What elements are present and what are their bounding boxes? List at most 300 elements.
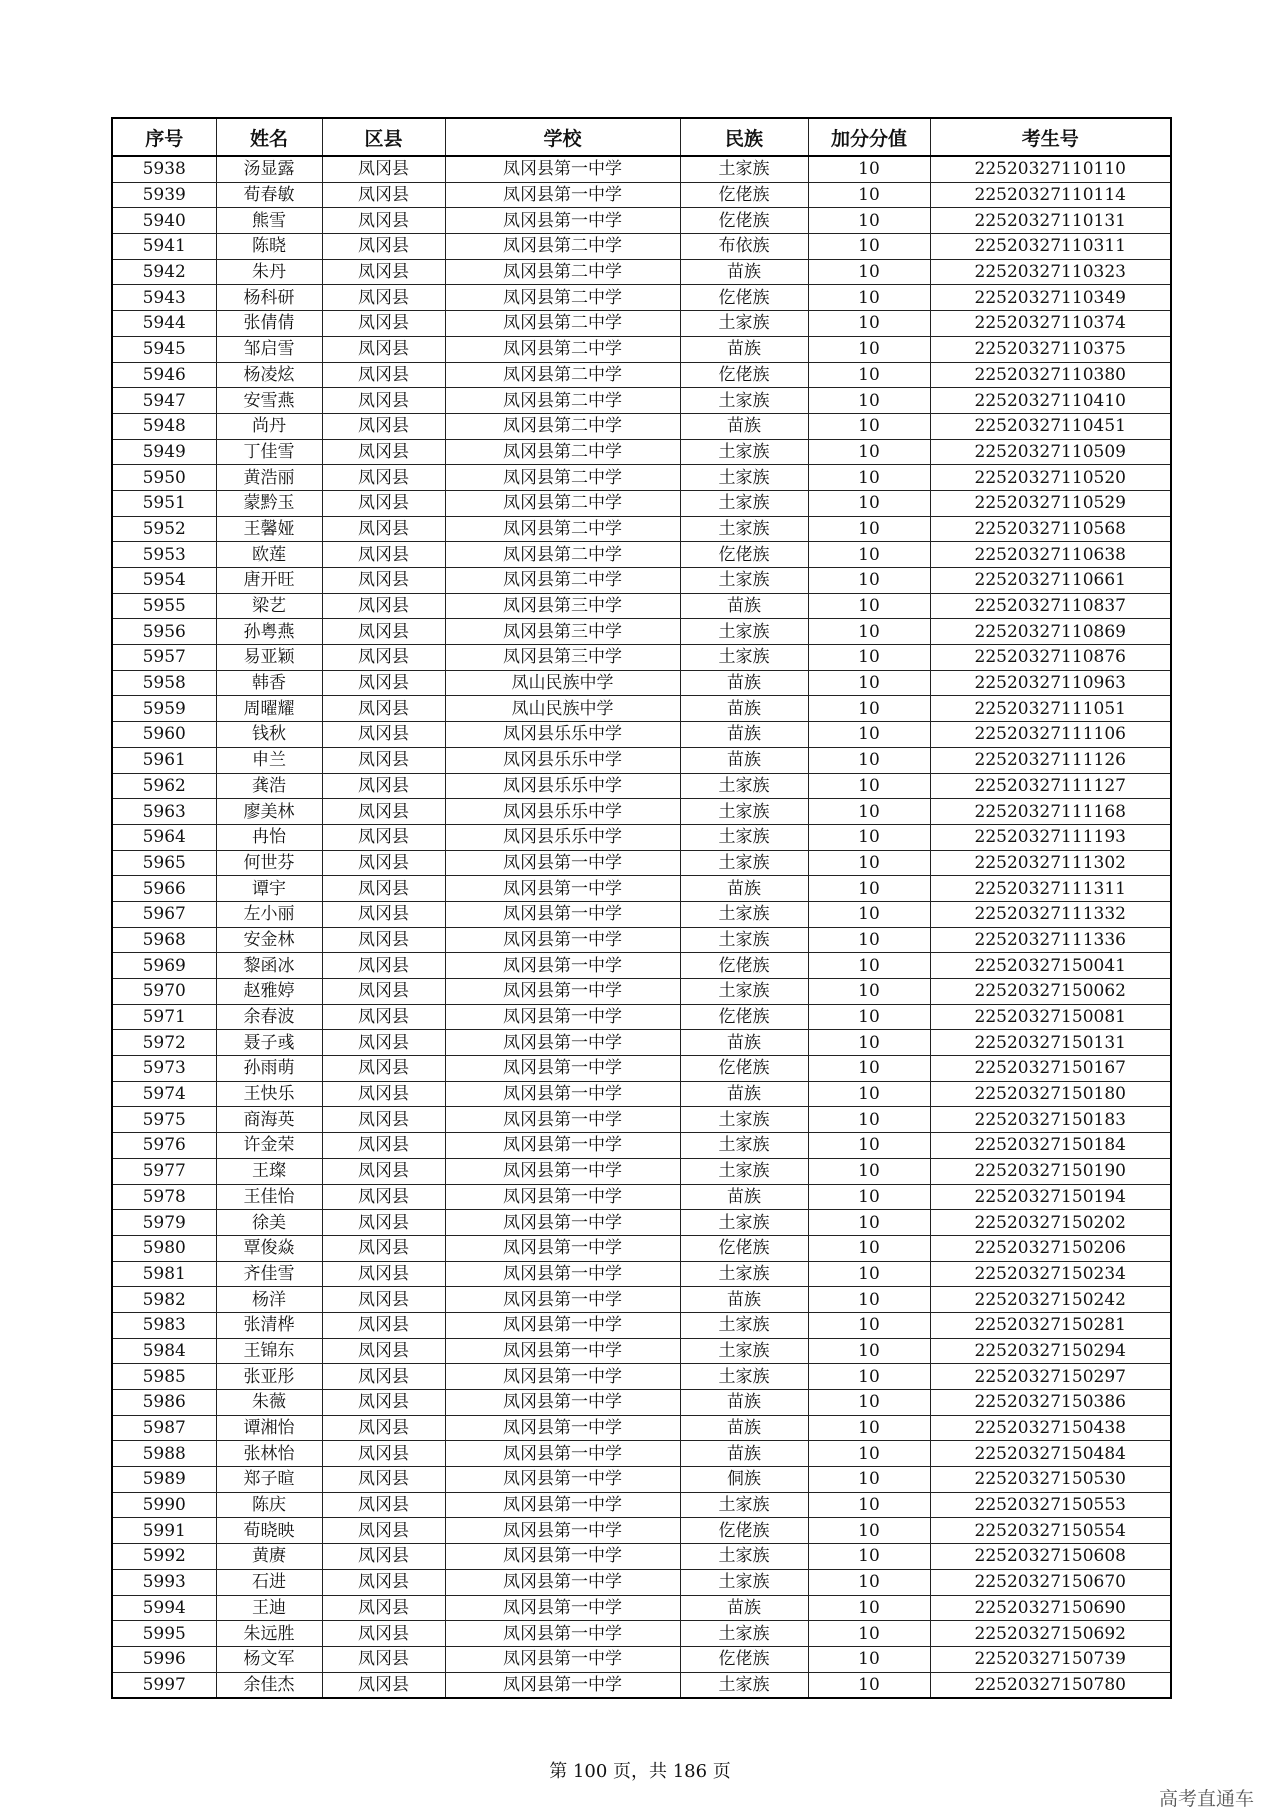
cell-exam-id: 22520327150234: [930, 1261, 1171, 1287]
cell-county: 凤冈县: [322, 747, 445, 773]
cell-school: 凤冈县第一中学: [445, 927, 680, 953]
table-row: [112, 1261, 1171, 1287]
cell-ethnicity: 土家族: [680, 388, 808, 414]
cell-exam-id: 22520327150530: [930, 1467, 1171, 1493]
table-row: [112, 1210, 1171, 1236]
cell-county: 凤冈县: [322, 1441, 445, 1467]
cell-index: 5966: [112, 876, 216, 902]
cell-bonus: 10: [808, 1030, 930, 1056]
cell-school: 凤冈县乐乐中学: [445, 824, 680, 850]
cell-bonus: 10: [808, 1261, 930, 1287]
cell-index: 5969: [112, 953, 216, 979]
cell-index: 5947: [112, 388, 216, 414]
cell-exam-id: 22520327110876: [930, 645, 1171, 671]
cell-ethnicity: 土家族: [680, 619, 808, 645]
cell-name: 朱薇: [216, 1390, 322, 1416]
cell-index: 5939: [112, 182, 216, 208]
table-row: [112, 1184, 1171, 1210]
cell-county: 凤冈县: [322, 824, 445, 850]
cell-exam-id: 22520327110837: [930, 593, 1171, 619]
cell-index: 5980: [112, 1235, 216, 1261]
cell-school: 凤冈县第二中学: [445, 259, 680, 285]
cell-exam-id: 22520327150294: [930, 1338, 1171, 1364]
cell-index: 5944: [112, 311, 216, 337]
cell-exam-id: 22520327150184: [930, 1133, 1171, 1159]
table-row: [112, 1107, 1171, 1133]
cell-name: 左小丽: [216, 901, 322, 927]
cell-bonus: 10: [808, 1390, 930, 1416]
cell-ethnicity: 土家族: [680, 568, 808, 594]
cell-county: 凤冈县: [322, 568, 445, 594]
cell-name: 张林怡: [216, 1441, 322, 1467]
cell-name: 何世芬: [216, 850, 322, 876]
table-row: [112, 388, 1171, 414]
cell-ethnicity: 侗族: [680, 1467, 808, 1493]
cell-bonus: 10: [808, 1081, 930, 1107]
cell-bonus: 10: [808, 1312, 930, 1338]
cell-bonus: 10: [808, 979, 930, 1005]
cell-index: 5963: [112, 799, 216, 825]
cell-exam-id: 22520327150131: [930, 1030, 1171, 1056]
table-row: [112, 1338, 1171, 1364]
cell-school: 凤冈县第一中学: [445, 182, 680, 208]
cell-exam-id: 22520327110963: [930, 670, 1171, 696]
cell-name: 安金林: [216, 927, 322, 953]
cell-index: 5974: [112, 1081, 216, 1107]
cell-county: 凤冈县: [322, 156, 445, 182]
cell-index: 5985: [112, 1364, 216, 1390]
cell-county: 凤冈县: [322, 1492, 445, 1518]
cell-exam-id: 22520327111193: [930, 824, 1171, 850]
cell-county: 凤冈县: [322, 593, 445, 619]
cell-bonus: 10: [808, 670, 930, 696]
cell-bonus: 10: [808, 799, 930, 825]
cell-index: 5987: [112, 1415, 216, 1441]
table-row: [112, 156, 1171, 182]
cell-county: 凤冈县: [322, 696, 445, 722]
cell-ethnicity: 苗族: [680, 1415, 808, 1441]
cell-name: 石进: [216, 1569, 322, 1595]
cell-bonus: 10: [808, 1441, 930, 1467]
cell-school: 凤冈县第一中学: [445, 1364, 680, 1390]
table-row: [112, 1235, 1171, 1261]
cell-index: 5943: [112, 285, 216, 311]
cell-exam-id: 22520327110509: [930, 439, 1171, 465]
cell-ethnicity: 仡佬族: [680, 953, 808, 979]
table-row: [112, 1390, 1171, 1416]
cell-school: 凤冈县第一中学: [445, 1595, 680, 1621]
cell-exam-id: 22520327150608: [930, 1544, 1171, 1570]
cell-ethnicity: 土家族: [680, 1492, 808, 1518]
cell-exam-id: 22520327111106: [930, 722, 1171, 748]
cell-index: 5959: [112, 696, 216, 722]
cell-ethnicity: 苗族: [680, 336, 808, 362]
cell-index: 5984: [112, 1338, 216, 1364]
cell-name: 梁艺: [216, 593, 322, 619]
cell-county: 凤冈县: [322, 1544, 445, 1570]
cell-school: 凤冈县第一中学: [445, 156, 680, 182]
cell-bonus: 10: [808, 747, 930, 773]
cell-county: 凤冈县: [322, 1312, 445, 1338]
cell-bonus: 10: [808, 1467, 930, 1493]
cell-exam-id: 22520327110520: [930, 465, 1171, 491]
cell-county: 凤冈县: [322, 285, 445, 311]
cell-school: 凤冈县第三中学: [445, 593, 680, 619]
cell-ethnicity: 仡佬族: [680, 208, 808, 234]
cell-name: 孙雨萌: [216, 1056, 322, 1082]
cell-bonus: 10: [808, 901, 930, 927]
cell-name: 孙粤燕: [216, 619, 322, 645]
cell-ethnicity: 仡佬族: [680, 1646, 808, 1672]
cell-index: 5960: [112, 722, 216, 748]
cell-ethnicity: 土家族: [680, 490, 808, 516]
cell-ethnicity: 土家族: [680, 156, 808, 182]
table-row: [112, 1492, 1171, 1518]
cell-bonus: 10: [808, 568, 930, 594]
cell-bonus: 10: [808, 156, 930, 182]
header-index: 序号: [112, 118, 216, 156]
cell-name: 申兰: [216, 747, 322, 773]
cell-county: 凤冈县: [322, 876, 445, 902]
table-row: [112, 1621, 1171, 1647]
cell-index: 5968: [112, 927, 216, 953]
table-row: [112, 1287, 1171, 1313]
cell-exam-id: 22520327111311: [930, 876, 1171, 902]
cell-school: 凤冈县第二中学: [445, 362, 680, 388]
table-row: [112, 1595, 1171, 1621]
cell-name: 韩香: [216, 670, 322, 696]
cell-bonus: 10: [808, 182, 930, 208]
table-row: [112, 799, 1171, 825]
cell-ethnicity: 苗族: [680, 1390, 808, 1416]
cell-school: 凤冈县第一中学: [445, 1467, 680, 1493]
cell-name: 黄浩丽: [216, 465, 322, 491]
cell-ethnicity: 仡佬族: [680, 1056, 808, 1082]
cell-ethnicity: 苗族: [680, 593, 808, 619]
cell-school: 凤冈县第二中学: [445, 311, 680, 337]
cell-ethnicity: 仡佬族: [680, 182, 808, 208]
cell-name: 张清桦: [216, 1312, 322, 1338]
header-bonus: 加分分值: [808, 118, 930, 156]
cell-bonus: 10: [808, 208, 930, 234]
table-row: [112, 1544, 1171, 1570]
cell-county: 凤冈县: [322, 259, 445, 285]
cell-exam-id: 22520327110661: [930, 568, 1171, 594]
cell-exam-id: 22520327150690: [930, 1595, 1171, 1621]
cell-ethnicity: 苗族: [680, 259, 808, 285]
cell-ethnicity: 土家族: [680, 1312, 808, 1338]
cell-school: 凤冈县第二中学: [445, 336, 680, 362]
cell-name: 黎函冰: [216, 953, 322, 979]
cell-bonus: 10: [808, 1184, 930, 1210]
cell-county: 凤冈县: [322, 336, 445, 362]
table-row: [112, 490, 1171, 516]
cell-index: 5952: [112, 516, 216, 542]
cell-ethnicity: 土家族: [680, 1107, 808, 1133]
table-row: [112, 182, 1171, 208]
cell-exam-id: 22520327111302: [930, 850, 1171, 876]
cell-school: 凤冈县乐乐中学: [445, 747, 680, 773]
cell-ethnicity: 土家族: [680, 1338, 808, 1364]
table-row: [112, 1569, 1171, 1595]
cell-name: 朱远胜: [216, 1621, 322, 1647]
cell-school: 凤冈县第二中学: [445, 516, 680, 542]
cell-exam-id: 22520327150167: [930, 1056, 1171, 1082]
table-row: [112, 413, 1171, 439]
cell-bonus: 10: [808, 1672, 930, 1698]
cell-name: 张倩倩: [216, 311, 322, 337]
cell-bonus: 10: [808, 362, 930, 388]
cell-ethnicity: 土家族: [680, 1621, 808, 1647]
table-row: [112, 593, 1171, 619]
table-row: [112, 285, 1171, 311]
cell-exam-id: 22520327111168: [930, 799, 1171, 825]
table-row: [112, 850, 1171, 876]
cell-index: 5940: [112, 208, 216, 234]
cell-exam-id: 22520327110311: [930, 234, 1171, 260]
cell-name: 廖美林: [216, 799, 322, 825]
cell-school: 凤冈县第一中学: [445, 1569, 680, 1595]
cell-exam-id: 22520327110374: [930, 311, 1171, 337]
cell-index: 5950: [112, 465, 216, 491]
cell-school: 凤山民族中学: [445, 670, 680, 696]
cell-school: 凤冈县第二中学: [445, 388, 680, 414]
cell-index: 5997: [112, 1672, 216, 1698]
cell-school: 凤冈县第一中学: [445, 1544, 680, 1570]
table-row: [112, 619, 1171, 645]
cell-school: 凤冈县第一中学: [445, 1415, 680, 1441]
cell-county: 凤冈县: [322, 1364, 445, 1390]
cell-ethnicity: 仡佬族: [680, 1235, 808, 1261]
table-row: [112, 1441, 1171, 1467]
cell-county: 凤冈县: [322, 1390, 445, 1416]
table-row: [112, 1364, 1171, 1390]
cell-school: 凤冈县第一中学: [445, 1133, 680, 1159]
cell-ethnicity: 土家族: [680, 1569, 808, 1595]
cell-county: 凤冈县: [322, 465, 445, 491]
cell-name: 谭湘怡: [216, 1415, 322, 1441]
watermark: 高考直通车: [1158, 1788, 1254, 1810]
cell-county: 凤冈县: [322, 1672, 445, 1698]
cell-bonus: 10: [808, 490, 930, 516]
cell-bonus: 10: [808, 1544, 930, 1570]
cell-name: 丁佳雪: [216, 439, 322, 465]
cell-index: 5945: [112, 336, 216, 362]
cell-county: 凤冈县: [322, 645, 445, 671]
cell-name: 龚浩: [216, 773, 322, 799]
table-row: [112, 670, 1171, 696]
cell-name: 余佳杰: [216, 1672, 322, 1698]
table-header-row: [112, 118, 1171, 156]
cell-ethnicity: 土家族: [680, 927, 808, 953]
cell-county: 凤冈县: [322, 799, 445, 825]
cell-bonus: 10: [808, 1210, 930, 1236]
cell-ethnicity: 仡佬族: [680, 1518, 808, 1544]
cell-bonus: 10: [808, 593, 930, 619]
cell-name: 朱丹: [216, 259, 322, 285]
cell-index: 5979: [112, 1210, 216, 1236]
cell-exam-id: 22520327150386: [930, 1390, 1171, 1416]
cell-school: 凤冈县第一中学: [445, 876, 680, 902]
cell-ethnicity: 土家族: [680, 516, 808, 542]
cell-index: 5970: [112, 979, 216, 1005]
cell-index: 5973: [112, 1056, 216, 1082]
cell-index: 5981: [112, 1261, 216, 1287]
cell-exam-id: 22520327150554: [930, 1518, 1171, 1544]
cell-bonus: 10: [808, 285, 930, 311]
cell-school: 凤冈县第一中学: [445, 1646, 680, 1672]
cell-exam-id: 22520327111051: [930, 696, 1171, 722]
cell-ethnicity: 仡佬族: [680, 542, 808, 568]
cell-school: 凤冈县第一中学: [445, 1390, 680, 1416]
cell-school: 凤冈县第一中学: [445, 1184, 680, 1210]
cell-name: 陈晓: [216, 234, 322, 260]
cell-ethnicity: 苗族: [680, 1184, 808, 1210]
table-row: [112, 722, 1171, 748]
cell-name: 杨洋: [216, 1287, 322, 1313]
cell-index: 5978: [112, 1184, 216, 1210]
cell-exam-id: 22520327110114: [930, 182, 1171, 208]
header-school: 学校: [445, 118, 680, 156]
cell-ethnicity: 土家族: [680, 824, 808, 850]
header-name: 姓名: [216, 118, 322, 156]
cell-exam-id: 22520327111126: [930, 747, 1171, 773]
cell-index: 5986: [112, 1390, 216, 1416]
cell-name: 许金荣: [216, 1133, 322, 1159]
cell-exam-id: 22520327110529: [930, 490, 1171, 516]
cell-bonus: 10: [808, 234, 930, 260]
cell-index: 5975: [112, 1107, 216, 1133]
cell-school: 凤冈县第一中学: [445, 1004, 680, 1030]
table-row: [112, 747, 1171, 773]
cell-exam-id: 22520327110110: [930, 156, 1171, 182]
cell-ethnicity: 苗族: [680, 1287, 808, 1313]
cell-name: 荀晓映: [216, 1518, 322, 1544]
cell-ethnicity: 仡佬族: [680, 285, 808, 311]
cell-exam-id: 22520327110568: [930, 516, 1171, 542]
cell-bonus: 10: [808, 1492, 930, 1518]
cell-name: 谭宇: [216, 876, 322, 902]
cell-exam-id: 22520327150692: [930, 1621, 1171, 1647]
table-row: [112, 696, 1171, 722]
cell-exam-id: 22520327110451: [930, 413, 1171, 439]
cell-name: 欧莲: [216, 542, 322, 568]
cell-bonus: 10: [808, 413, 930, 439]
cell-index: 5993: [112, 1569, 216, 1595]
table-row: [112, 876, 1171, 902]
cell-ethnicity: 苗族: [680, 1441, 808, 1467]
cell-county: 凤冈县: [322, 1056, 445, 1082]
cell-school: 凤冈县第二中学: [445, 234, 680, 260]
cell-exam-id: 22520327150484: [930, 1441, 1171, 1467]
cell-ethnicity: 苗族: [680, 670, 808, 696]
cell-school: 凤冈县第一中学: [445, 953, 680, 979]
cell-bonus: 10: [808, 1595, 930, 1621]
cell-ethnicity: 土家族: [680, 311, 808, 337]
cell-index: 5964: [112, 824, 216, 850]
cell-county: 凤冈县: [322, 413, 445, 439]
cell-school: 凤冈县第一中学: [445, 850, 680, 876]
cell-bonus: 10: [808, 1287, 930, 1313]
cell-index: 5996: [112, 1646, 216, 1672]
cell-name: 王馨娅: [216, 516, 322, 542]
cell-bonus: 10: [808, 773, 930, 799]
cell-ethnicity: 苗族: [680, 1595, 808, 1621]
cell-name: 黄赓: [216, 1544, 322, 1570]
cell-bonus: 10: [808, 259, 930, 285]
cell-school: 凤冈县第二中学: [445, 439, 680, 465]
cell-county: 凤冈县: [322, 1646, 445, 1672]
cell-bonus: 10: [808, 1621, 930, 1647]
cell-index: 5982: [112, 1287, 216, 1313]
cell-name: 安雪燕: [216, 388, 322, 414]
cell-school: 凤冈县第一中学: [445, 979, 680, 1005]
cell-index: 5988: [112, 1441, 216, 1467]
cell-county: 凤冈县: [322, 1081, 445, 1107]
cell-school: 凤冈县第一中学: [445, 1261, 680, 1287]
cell-index: 5956: [112, 619, 216, 645]
cell-school: 凤冈县乐乐中学: [445, 799, 680, 825]
cell-ethnicity: 苗族: [680, 696, 808, 722]
cell-ethnicity: 苗族: [680, 1030, 808, 1056]
cell-index: 5972: [112, 1030, 216, 1056]
cell-ethnicity: 土家族: [680, 1133, 808, 1159]
cell-county: 凤冈县: [322, 234, 445, 260]
cell-index: 5995: [112, 1621, 216, 1647]
cell-county: 凤冈县: [322, 670, 445, 696]
cell-index: 5938: [112, 156, 216, 182]
cell-county: 凤冈县: [322, 1133, 445, 1159]
table-row: [112, 1646, 1171, 1672]
cell-ethnicity: 土家族: [680, 645, 808, 671]
cell-county: 凤冈县: [322, 1595, 445, 1621]
cell-name: 杨科研: [216, 285, 322, 311]
cell-bonus: 10: [808, 1004, 930, 1030]
cell-ethnicity: 苗族: [680, 413, 808, 439]
cell-exam-id: 22520327110349: [930, 285, 1171, 311]
table-row: [112, 824, 1171, 850]
table-row: [112, 1004, 1171, 1030]
cell-school: 凤冈县第一中学: [445, 1518, 680, 1544]
table-row: [112, 1518, 1171, 1544]
cell-index: 5962: [112, 773, 216, 799]
cell-county: 凤冈县: [322, 953, 445, 979]
table-row: [112, 362, 1171, 388]
cell-bonus: 10: [808, 1158, 930, 1184]
cell-school: 凤冈县第一中学: [445, 1030, 680, 1056]
cell-index: 5958: [112, 670, 216, 696]
header-exam-id: 考生号: [930, 118, 1171, 156]
cell-county: 凤冈县: [322, 439, 445, 465]
cell-county: 凤冈县: [322, 1415, 445, 1441]
cell-bonus: 10: [808, 1338, 930, 1364]
cell-county: 凤冈县: [322, 1569, 445, 1595]
cell-school: 凤冈县第二中学: [445, 285, 680, 311]
cell-exam-id: 22520327110869: [930, 619, 1171, 645]
cell-county: 凤冈县: [322, 208, 445, 234]
cell-county: 凤冈县: [322, 1467, 445, 1493]
cell-name: 余春波: [216, 1004, 322, 1030]
cell-school: 凤山民族中学: [445, 696, 680, 722]
cell-county: 凤冈县: [322, 1287, 445, 1313]
cell-ethnicity: 仡佬族: [680, 362, 808, 388]
cell-name: 王佳怡: [216, 1184, 322, 1210]
table-row: [112, 645, 1171, 671]
cell-name: 熊雪: [216, 208, 322, 234]
cell-index: 5989: [112, 1467, 216, 1493]
cell-exam-id: 22520327111332: [930, 901, 1171, 927]
cell-school: 凤冈县第二中学: [445, 465, 680, 491]
